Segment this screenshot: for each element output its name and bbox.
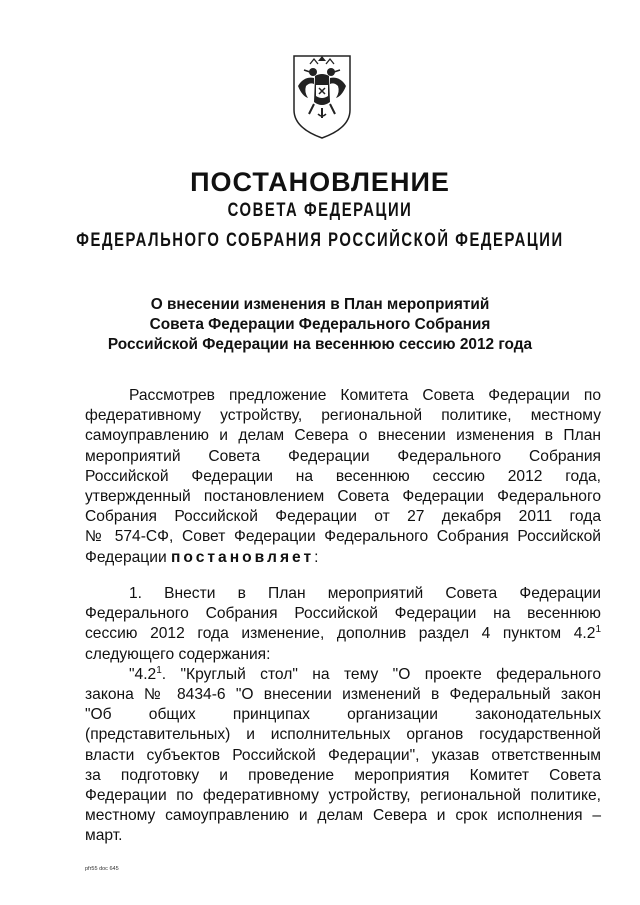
- text-line: Рассмотрев предложение Комитета Совета Федерации по: [129, 387, 601, 404]
- text-line: местному самоуправлению и делам Севера и срок исполнения –: [85, 807, 601, 825]
- text-line: Федерального Собрания Российской Федерации на весеннюю: [85, 605, 601, 623]
- heading-line: Российской Федерации на весеннюю сессию 2012 года: [107, 336, 533, 353]
- document-subtitle-line1: СОВЕТА ФЕДЕРАЦИИ: [227, 200, 413, 221]
- preamble-paragraph: [85, 386, 601, 568]
- text-line: следующего содержания:: [85, 645, 271, 663]
- text-line: "Об общих принципах организации законодательных: [85, 706, 601, 724]
- text-line: федеративному устройству, региональной политике, местному: [85, 407, 601, 425]
- text-fragment: . "Круглый стол" на тему "О проекте федерального: [161, 665, 601, 683]
- text-line: [85, 665, 601, 685]
- resolves-keyword: постановляет: [171, 548, 315, 566]
- superscript: 1: [156, 664, 162, 676]
- text-line: закона № 8434-6 "О внесении изменений в Федеральный закон: [85, 685, 601, 703]
- text-line: Собрания Российской Федерации от 27 декабря 2011 года: [85, 508, 601, 526]
- text-line: мероприятий Совета Федерации Федерального Собрания: [85, 447, 601, 465]
- heading-line: Совета Федерации Федерального Собрания: [149, 316, 491, 333]
- double-headed-eagle-icon: [290, 52, 354, 140]
- text-line: за подготовку и проведение мероприятия Комитет Совета: [85, 766, 601, 784]
- text-line: март.: [85, 827, 123, 845]
- text-line: самоуправлению и делам Севера о внесении изменения в План: [85, 427, 601, 445]
- superscript: 1: [595, 624, 601, 636]
- text-line: Российской Федерации на весеннюю сессию 2012 года,: [85, 467, 601, 485]
- text-fragment: сессию 2012 года изменение, дополнив раздел 4 пунктом 4.2: [85, 625, 596, 643]
- text-line: власти субъектов Российской Федерации", указав ответственным: [85, 746, 601, 764]
- heading-line: О внесении изменения в План мероприятий: [150, 296, 490, 313]
- text-line: [85, 624, 601, 644]
- text-line: [85, 548, 601, 568]
- text-line: (представительных) и исполнительных органов государственной: [85, 726, 601, 744]
- text-line: утвержденный постановлением Совета Федерации Федерального: [85, 487, 601, 505]
- text-line: Федерации по федеративному устройству, региональной политике,: [85, 786, 601, 804]
- text-fragment: Федерации: [85, 548, 171, 566]
- text-line: № 574-СФ, Совет Федерации Федерального Собрания Российской: [85, 528, 601, 546]
- text-fragment: :: [314, 548, 319, 566]
- resolution-heading: [60, 295, 580, 355]
- document-title: ПОСТАНОВЛЕНИЕ: [190, 167, 450, 197]
- text-line: 1. Внести в План мероприятий Совета Федерации: [129, 585, 601, 602]
- text-fragment: "4.2: [129, 665, 157, 683]
- document-subtitle-line2: ФЕДЕРАЛЬНОГО СОБРАНИЯ РОССИЙСКОЙ ФЕДЕРАЦИИ: [76, 230, 564, 251]
- decision-paragraph: [85, 584, 601, 846]
- coat-of-arms-emblem: [290, 52, 354, 140]
- document-footer-code: pfr55 doc 645: [85, 866, 119, 872]
